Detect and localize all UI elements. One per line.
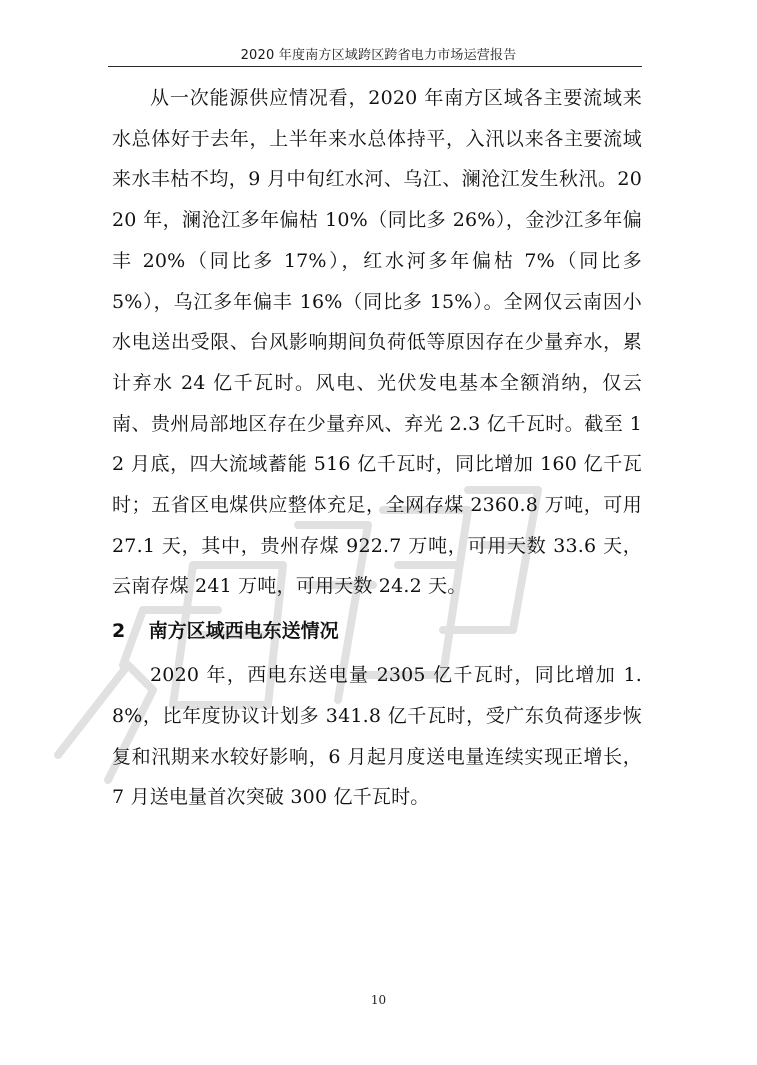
section-heading-west-east-power: [112, 607, 642, 655]
energy-supply-paragraph: 从一次能源供应情况看，2020 年南方区域各主要流域来水总体好于去年，上半年来水总体持平，入汛以来各主要流域来水丰枯不均，9 月中旬红水河、乌江、澜沧江发生秋汛。2020 年，澜沧江多年偏枯 10%（同比多 26%），金沙江多年偏丰 20%（同比多 17%），红水河多年偏枯 7%（同比多 5%），乌江多年偏丰 16%（同比多 15%）。全网仅云南因小水电送出受限、台风影响期间负荷低等原因存在少量弃水，累计弃水 24 亿千瓦时。风电、光伏发电基本全额消纳，仅云南、贵州局部地区存在少量弃风、弃光 2.3 亿千瓦时。截至 12 月底，四大流域蓄能 516 亿千瓦时，同比增加 160 亿千瓦时；五省区电煤供应整体充足，全网存煤 2360.8 万吨，可用 27.1 天，其中，贵州存煤 922.7 万吨，可用天数 33.6 天，云南存煤 241 万吨，可用天数 24.2 天。: [112, 87, 642, 598]
west-east-power-paragraph: 2020 年，西电东送电量 2305 亿千瓦时，同比增加 1.8%，比年度协议计划多 341.8 亿千瓦时，受广东负荷逐步恢复和汛期来水较好影响，6 月起月度送电量连续实现正增长，7 月送电量首次突破 300 亿千瓦时。: [112, 664, 642, 809]
section-title: 南方区域西电东送情况: [148, 620, 339, 643]
header-divider: [108, 66, 642, 67]
document-content: [112, 78, 642, 818]
page-number: 10: [370, 993, 387, 1007]
header-title: 2020 年度南方区域跨区跨省电力市场运营报告: [240, 48, 517, 63]
section-number: 2: [112, 620, 126, 643]
